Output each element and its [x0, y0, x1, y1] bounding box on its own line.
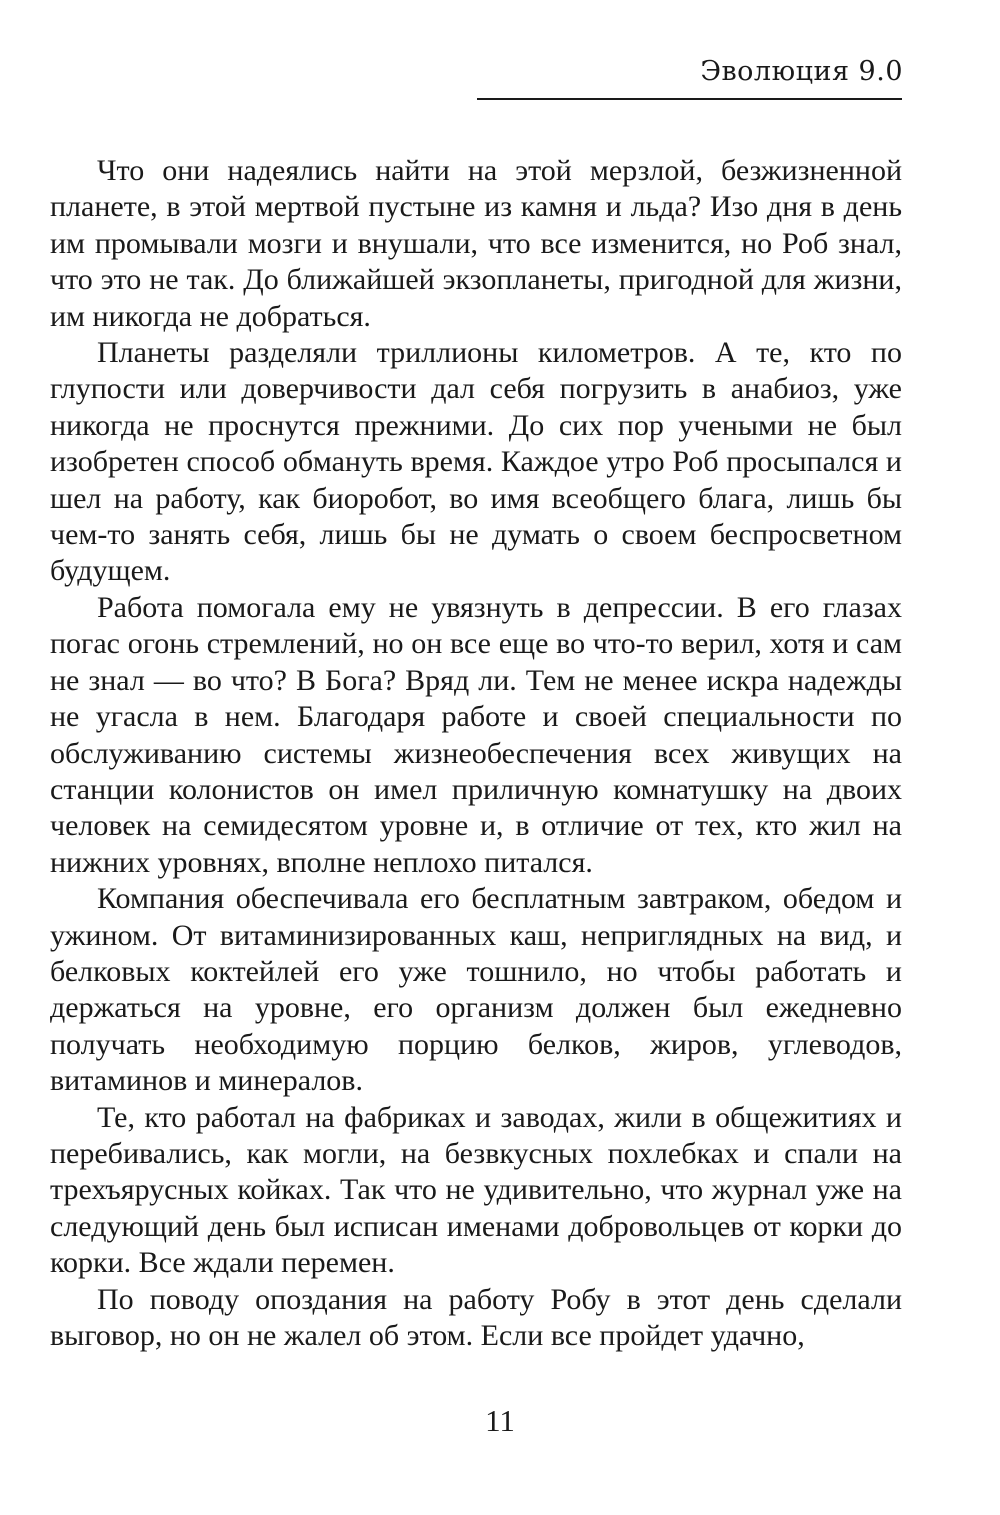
- page-number: 11: [485, 1403, 515, 1438]
- paragraph-1: Что они надеялись найти на этой мерзлой, безжизненной планете, в этой мертвой пустыне из камня и льда? Изо дня в день им промывали мозги и внушали, что все изменится, но Роб знал, что это не так. До ближайшей экзопланеты, пригодной для жизни, им никогда не добраться.: [50, 154, 902, 333]
- paragraph-4: Компания обеспечивала его бесплатным завтраком, обедом и ужином. От витаминизированных каш, неприглядных на вид, и белковых коктейлей его уже тошнило, но чтобы работать и держаться на уровне, его организм должен был ежедневно получать необходимую порцию белков, жиров, углеводов, витаминов и минералов.: [50, 882, 902, 1098]
- paragraph-2: Планеты разделяли триллионы километров. А те, кто по глупости или доверчивости дал себя погрузить в анабиоз, уже никогда не проснутся прежними. До сих пор учеными не был изобретен способ обмануть время. Каждое утро Роб просыпался и шел на работу, как биоробот, во имя всеобщего блага, лишь бы чем-то занять себя, лишь бы не думать о своем беспросветном будущем.: [50, 336, 902, 588]
- running-header-title: Эволюция 9.0: [700, 56, 903, 87]
- paragraph-3: Работа помогала ему не увязнуть в депрессии. В его глазах погас огонь стремлений, но он все еще во что-то верил, хотя и сам не знал — во что? В Бога? Вряд ли. Тем не менее искра надежды не угасла в нем. Благодаря работе и своей специальности по обслуживанию системы жизнеобеспечения всех живущих на станции колонистов он имел приличную комнатушку на двоих человек на семидесятом уровне и, в отличие от тех, кто жил на нижних уровнях, вполне неплохо питался.: [50, 590, 902, 879]
- header-rule: [477, 98, 902, 100]
- paragraph-5: Те, кто работал на фабриках и заводах, жили в общежитиях и перебивались, как могли, на безвкусных похлебках и спали на трехъярусных койках. Так что не удивительно, что журнал уже на следующий день был исписан именами добровольцев от корки до корки. Все ждали перемен.: [50, 1100, 902, 1280]
- paragraph-6: По поводу опоздания на работу Робу в этот день сделали выговор, но он не жалел об этом. Если все пройдет удачно,: [50, 1282, 902, 1352]
- page-body: [50, 153, 902, 1354]
